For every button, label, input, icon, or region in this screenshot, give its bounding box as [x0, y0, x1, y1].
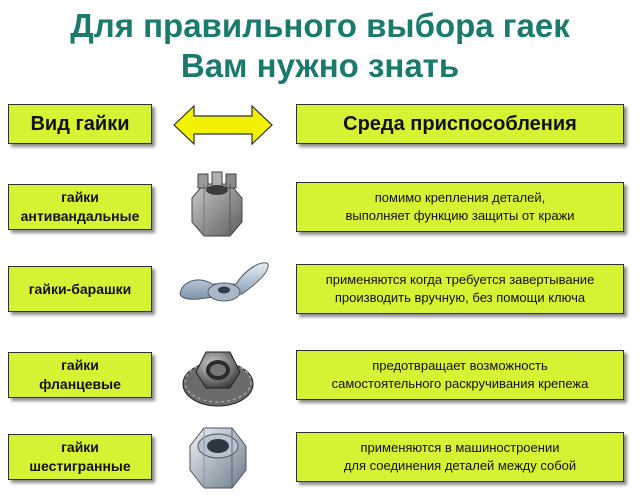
nut-type-label: гайки шестигранные [29, 439, 131, 474]
description-text: предотвращает возможность самостоятельного раскручивания крепежа [331, 358, 589, 391]
header-application [296, 104, 624, 144]
header-application-label: Среда приспособления [343, 112, 577, 135]
description-hex [296, 432, 624, 482]
description-text: помимо крепления деталей, выполняет функцию защиты от кражи [345, 190, 575, 223]
description-flange [296, 350, 624, 400]
header-nut-type-label: Вид гайки [30, 112, 130, 135]
nut-type-label: гайки антивандальные [20, 189, 140, 224]
nut-type-label: гайки фланцевые [39, 357, 121, 392]
double-arrow-icon [172, 102, 274, 148]
description-text: применяются когда требуется завертывание производить вручную, без помощи ключа [325, 272, 595, 305]
nut-type-flange [8, 352, 152, 398]
flange-nut-icon [180, 338, 256, 408]
description-text: применяются в машиностроении для соединения деталей между собой [343, 440, 577, 473]
hex-nut-icon [184, 420, 252, 492]
nut-type-label: гайки-барашки [28, 280, 132, 297]
wing-nut-icon [176, 254, 272, 310]
nut-type-hex [8, 434, 152, 480]
page-title-line-1: Для правильного выбора гаек [70, 7, 570, 44]
description-antivandal [296, 182, 624, 232]
header-nut-type [8, 104, 152, 144]
description-wing [296, 264, 624, 314]
castle-nut-icon [184, 170, 250, 240]
nut-type-wing [8, 266, 152, 312]
page-title-line-2: Вам нужно знать [180, 47, 460, 84]
nut-type-antivandal [8, 184, 152, 230]
